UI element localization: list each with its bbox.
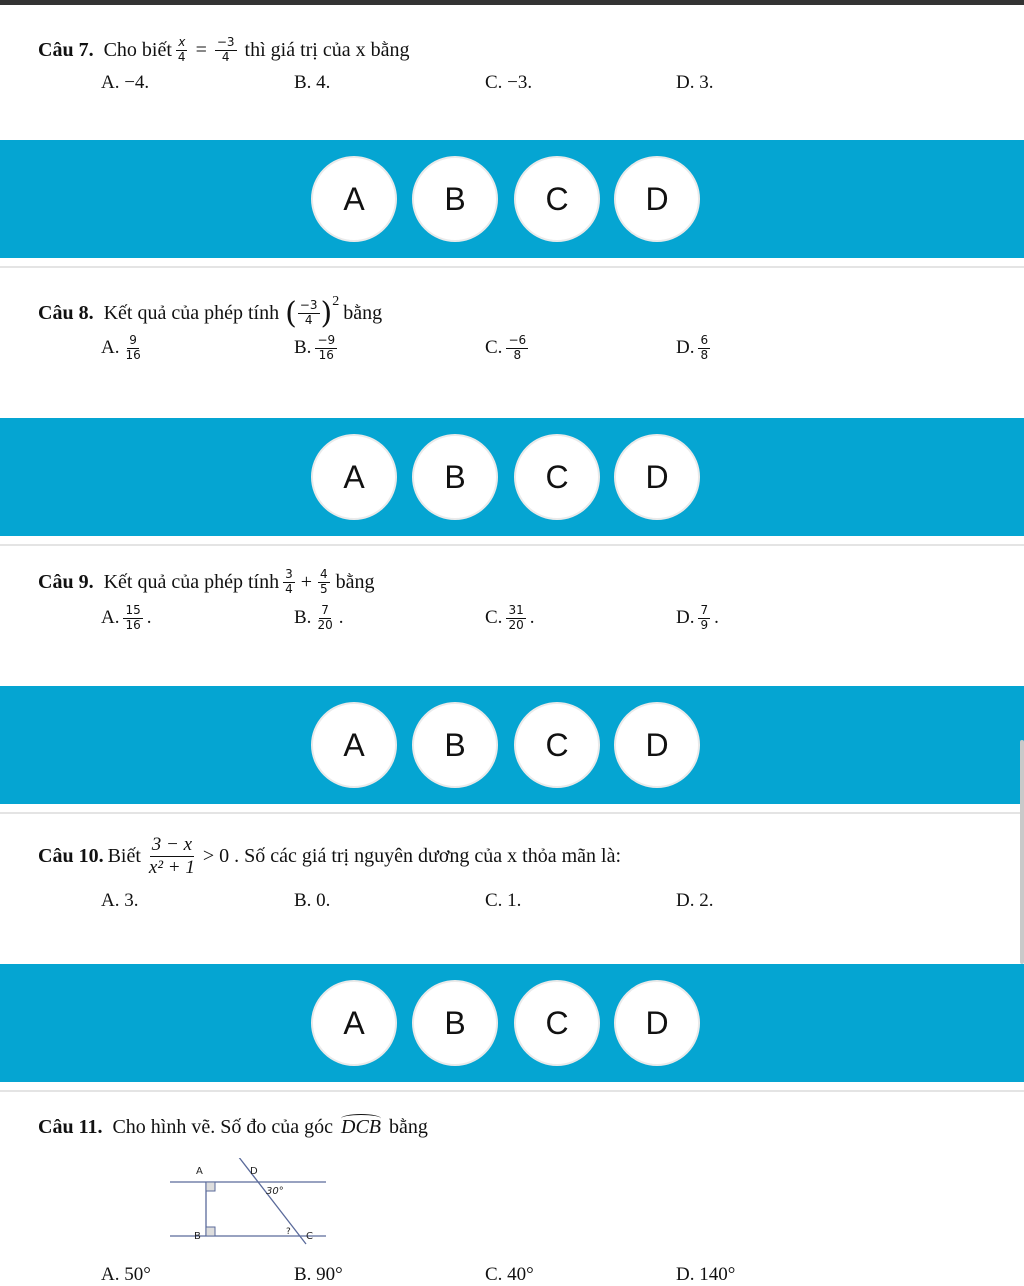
question-text: bằng bbox=[389, 1116, 428, 1138]
question-label: Câu 10. bbox=[38, 844, 104, 867]
option-c: C. 40° bbox=[485, 1264, 534, 1285]
question-text: Biết bbox=[107, 844, 141, 867]
answer-button-b[interactable]: B bbox=[412, 156, 498, 242]
answer-bar bbox=[0, 140, 1024, 258]
question-label: Câu 9. bbox=[38, 570, 94, 593]
question-label: Câu 7. bbox=[38, 38, 94, 61]
question-text: bằng bbox=[343, 302, 383, 324]
option-b: B. $\frac{7}{20}$ . bbox=[294, 603, 344, 632]
question-10 bbox=[38, 834, 621, 879]
question-label: Câu 11. bbox=[38, 1116, 103, 1138]
option-a: A. 3. bbox=[101, 890, 139, 911]
question-text: Kết quả của phép tính bbox=[103, 570, 280, 593]
question-text: Cho hình vẽ. Số đo của góc bbox=[112, 1116, 333, 1138]
right-angle-b bbox=[206, 1227, 215, 1236]
question-9 bbox=[38, 568, 375, 597]
fraction: $\frac{3 - x}{\text{x² + 1}}$ bbox=[148, 834, 195, 878]
fraction: $\frac{4}{5}$ bbox=[320, 567, 328, 596]
angle-notation: DCB bbox=[341, 1116, 381, 1138]
option-b: B. 4. bbox=[294, 72, 331, 93]
question-11 bbox=[38, 1116, 428, 1139]
divider bbox=[0, 812, 1024, 814]
option-c: C. $\frac{-6}{8}$ bbox=[485, 333, 527, 362]
divider bbox=[0, 544, 1024, 546]
answer-button-c[interactable]: C bbox=[514, 156, 600, 242]
point-a-label: A bbox=[196, 1166, 203, 1177]
question-text: > 0 . Số các giá trị nguyên dương của x thỏa mãn là: bbox=[202, 844, 622, 867]
answer-button-a[interactable]: A bbox=[311, 702, 397, 788]
divider bbox=[0, 266, 1024, 268]
answer-bar bbox=[0, 418, 1024, 536]
option-a: A. $\frac{15}{16}$ . bbox=[101, 603, 152, 632]
answer-button-b[interactable]: B bbox=[412, 980, 498, 1066]
answer-button-c[interactable]: C bbox=[514, 702, 600, 788]
answer-button-b[interactable]: B bbox=[412, 434, 498, 520]
equals-sign: = bbox=[195, 38, 207, 61]
answer-button-c[interactable]: C bbox=[514, 980, 600, 1066]
scrollbar[interactable] bbox=[1020, 740, 1024, 964]
point-d-label: D bbox=[250, 1166, 258, 1177]
option-d: D. 3. bbox=[676, 72, 714, 93]
point-c-label: C bbox=[306, 1231, 313, 1242]
option-d: D. $\frac{7}{9}$ . bbox=[676, 603, 719, 632]
option-d: D. 2. bbox=[676, 890, 714, 911]
question-8 bbox=[38, 296, 382, 331]
option-a: A. −4. bbox=[101, 72, 150, 93]
answer-button-a[interactable]: A bbox=[311, 980, 397, 1066]
option-c: C. 1. bbox=[485, 890, 522, 911]
top-border bbox=[0, 0, 1024, 5]
geometry-figure bbox=[170, 1158, 340, 1248]
option-a: A. 50° bbox=[101, 1264, 151, 1285]
fraction: $\frac{-3}{4}$ bbox=[216, 35, 235, 64]
angle-30-label: 30° bbox=[266, 1186, 284, 1197]
option-d: D. 140° bbox=[676, 1264, 736, 1285]
right-angle-a bbox=[206, 1182, 215, 1191]
question-7 bbox=[38, 36, 410, 65]
question-text: Cho biết bbox=[103, 38, 172, 61]
option-b: B. $\frac{-9}{16}$ bbox=[294, 333, 336, 362]
option-c: C. $\frac{31}{20}$ . bbox=[485, 603, 535, 632]
answer-button-a[interactable]: A bbox=[311, 156, 397, 242]
answer-button-d[interactable]: D bbox=[614, 702, 700, 788]
answer-button-c[interactable]: C bbox=[514, 434, 600, 520]
option-c: C. −3. bbox=[485, 72, 533, 93]
fraction: $\frac{x}{4}$ bbox=[177, 35, 186, 64]
option-b: B. 90° bbox=[294, 1264, 343, 1285]
answer-button-b[interactable]: B bbox=[412, 702, 498, 788]
question-label: Câu 8. bbox=[38, 302, 94, 324]
option-a: A. $\frac{9}{16}$ bbox=[101, 333, 141, 362]
plus-sign: + bbox=[300, 570, 312, 593]
option-d: D. $\frac{6}{8}$ bbox=[676, 333, 709, 362]
unknown-angle-label: ? bbox=[286, 1227, 291, 1237]
answer-bar bbox=[0, 964, 1024, 1082]
option-b: B. 0. bbox=[294, 890, 331, 911]
question-text: Kết quả của phép tính bbox=[103, 302, 280, 324]
transversal-line bbox=[238, 1158, 306, 1244]
fraction: $\frac{3}{4}$ bbox=[285, 567, 293, 596]
answer-button-d[interactable]: D bbox=[614, 156, 700, 242]
answer-button-a[interactable]: A bbox=[311, 434, 397, 520]
answer-button-d[interactable]: D bbox=[614, 434, 700, 520]
divider bbox=[0, 1090, 1024, 1092]
answer-button-d[interactable]: D bbox=[614, 980, 700, 1066]
point-b-label: B bbox=[194, 1231, 201, 1242]
question-text: thì giá trị của x bằng bbox=[244, 38, 410, 61]
question-text: bằng bbox=[335, 570, 375, 593]
power-expression: ( $\frac{-3}{4}$ ) $^2$ bbox=[285, 294, 340, 331]
answer-bar bbox=[0, 686, 1024, 804]
